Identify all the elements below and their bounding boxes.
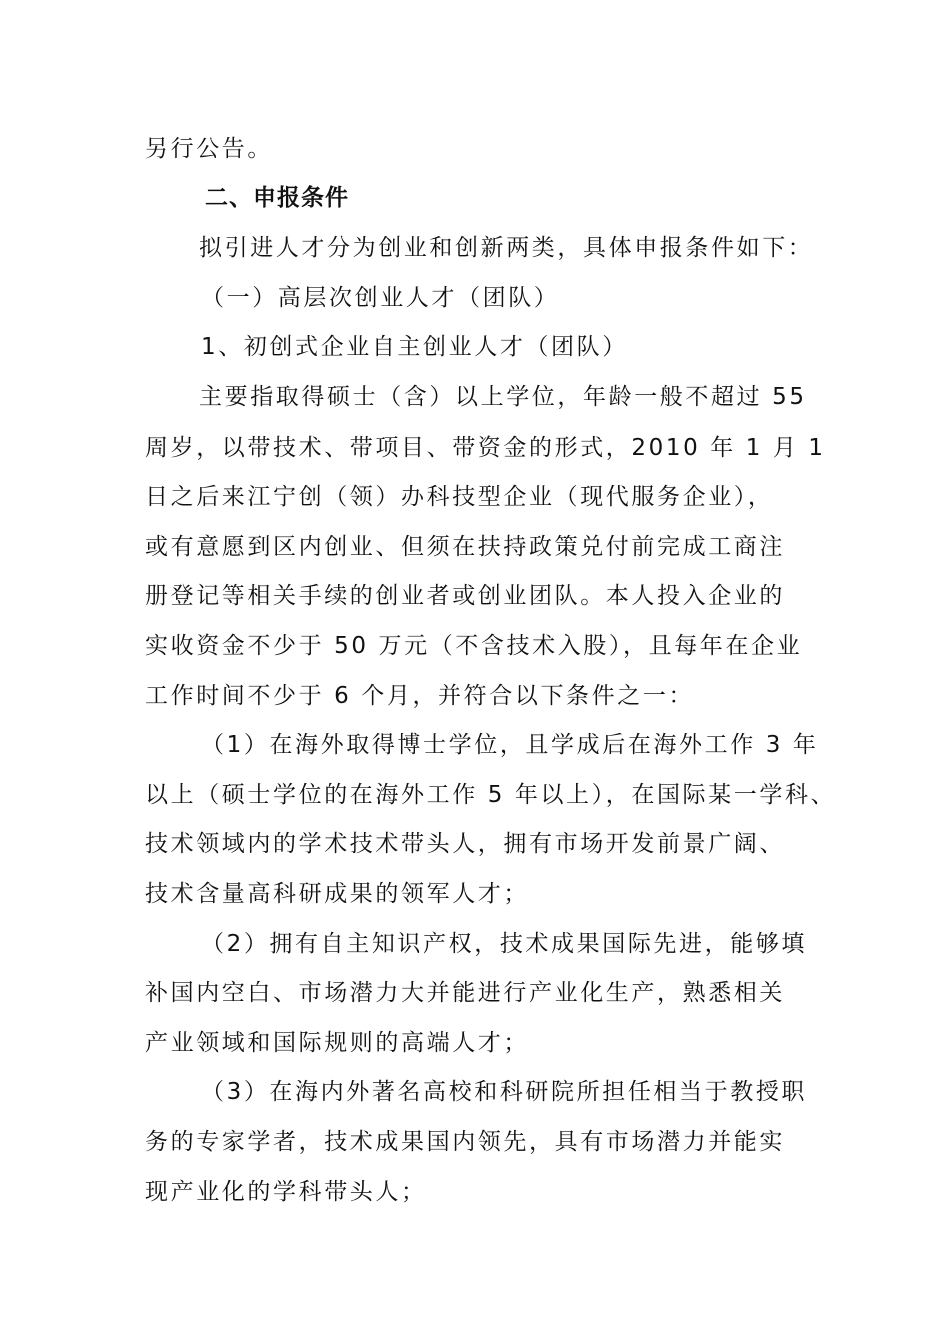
text-line: 技术含量高科研成果的领军人才； bbox=[145, 881, 529, 907]
subsection-heading: （一）高层次创业人才（团队） bbox=[201, 285, 560, 311]
item-heading: 1、初创式企业自主创业人才（团队） bbox=[201, 334, 628, 360]
text-line: （3）在海内外著名高校和科研院所担任相当于教授职 bbox=[201, 1079, 808, 1105]
text-line: 务的专家学者，技术成果国内领先，具有市场潜力并能实 bbox=[145, 1129, 785, 1155]
text-line: 主要指取得硕士（含）以上学位，年龄一般不超过 55 bbox=[199, 384, 807, 410]
text-line: 周岁，以带技术、带项目、带资金的形式，2010 年 1 月 1 bbox=[145, 435, 826, 461]
text-line: 日之后来江宁创（领）办科技型企业（现代服务企业）， bbox=[145, 484, 774, 510]
text-line: 补国内空白、市场潜力大并能进行产业化生产，熟悉相关 bbox=[145, 980, 785, 1006]
text-line: 拟引进人才分为创业和创新两类，具体申报条件如下： bbox=[199, 235, 814, 261]
text-line: （1）在海外取得博士学位，且学成后在海外工作 3 年 bbox=[201, 732, 819, 758]
text-line: 技术领域内的学术技术带头人，拥有市场开发前景广阔、 bbox=[145, 831, 785, 857]
text-line: 产业领域和国际规则的高端人才； bbox=[145, 1030, 529, 1056]
text-line: （2）拥有自主知识产权，技术成果国际先进，能够填 bbox=[201, 931, 808, 957]
text-line: 另行公告。 bbox=[145, 136, 273, 162]
text-line: 现产业化的学科带头人； bbox=[145, 1179, 427, 1205]
text-line: 工作时间不少于 6 个月，并符合以下条件之一： bbox=[145, 683, 695, 709]
text-line: 以上（硕士学位的在海外工作 5 年以上），在国际某一学科、 bbox=[145, 782, 837, 808]
text-line: 实收资金不少于 50 万元（不含技术入股），且每年在企业 bbox=[145, 633, 803, 659]
text-line: 或有意愿到区内创业、但须在扶持政策兑付前完成工商注 bbox=[145, 534, 785, 560]
section-heading: 二、申报条件 bbox=[205, 185, 349, 211]
text-line: 册登记等相关手续的创业者或创业团队。本人投入企业的 bbox=[145, 583, 785, 609]
